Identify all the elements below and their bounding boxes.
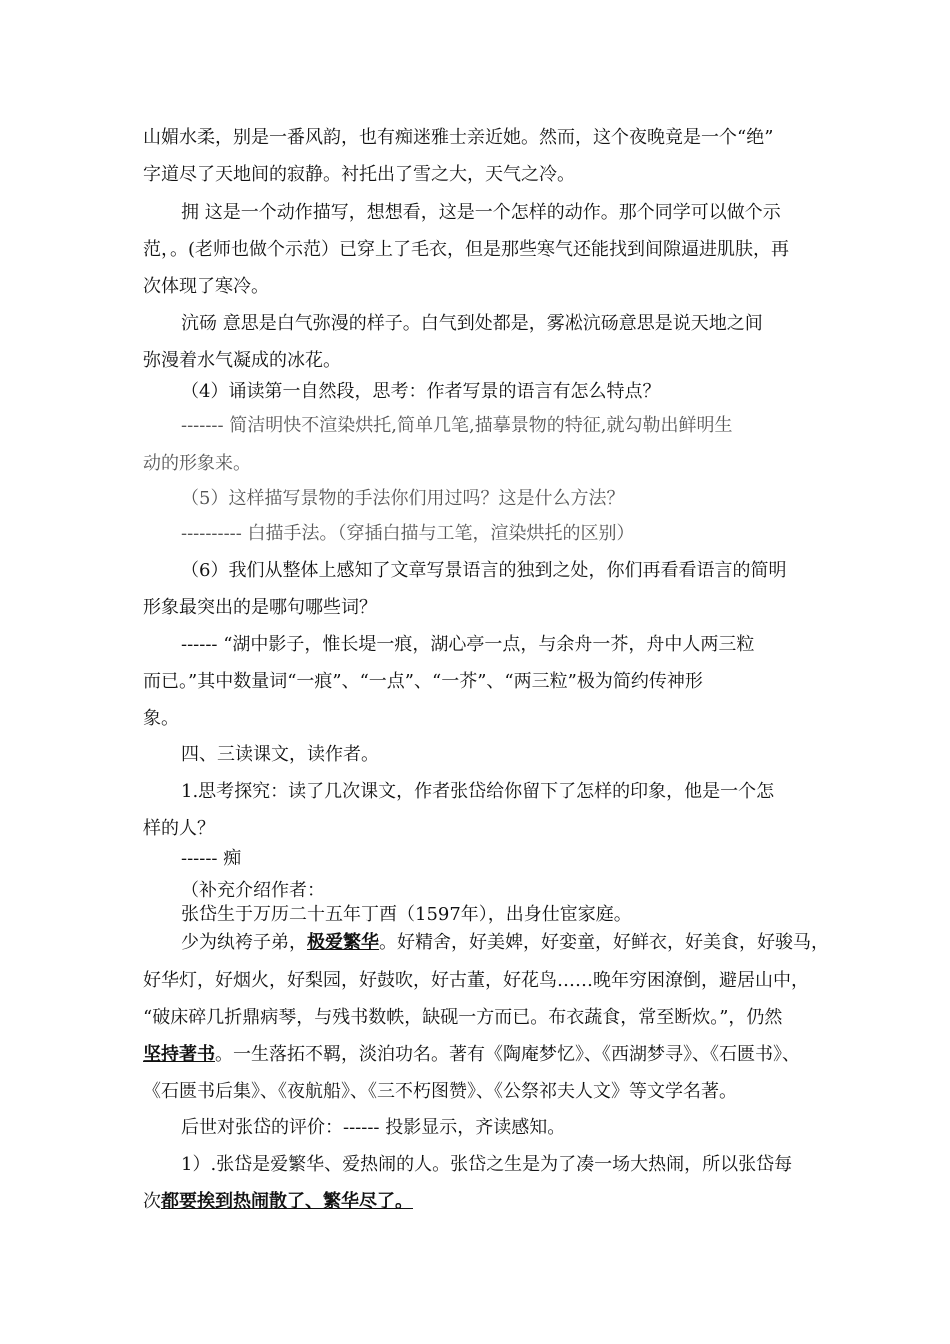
paragraph-line	[143, 1190, 413, 1214]
question-5: （5）这样描写景物的手法你们用过吗？这是什么方法？	[181, 488, 625, 509]
paragraph-line: 1）.张岱是爱繁华、爱热闹的人。张岱之生是为了凑一场大热闹，所以张岱每	[181, 1154, 793, 1175]
paragraph-line: 样的人？	[143, 818, 215, 839]
answer-line: 动的形象来。	[143, 453, 251, 474]
paragraph-line: 象。	[143, 708, 179, 729]
question-4: （4）诵读第一自然段，思考：作者写景的语言有怎么特点？	[181, 381, 661, 402]
paragraph-line: 范，。(老师也做个示范）已穿上了毛衣，但是那些寒气还能找到间隙逼进肌肤，再	[143, 239, 790, 260]
paragraph-line: 山媚水柔，别是一番风韵，也有痴迷雅士亲近她。然而，这个夜晚竟是一个“绝”	[143, 127, 774, 148]
paragraph-line: 次体现了寒冷。	[143, 276, 269, 297]
paragraph-line: 形象最突出的是哪句哪些词？	[143, 597, 377, 618]
paragraph-line: 拥 这是一个动作描写，想想看，这是一个怎样的动作。那个同学可以做个示	[181, 202, 781, 223]
paragraph-line	[181, 931, 829, 955]
paragraph-line: 《石匮书后集》、《夜航船》、《三不朽图赞》、《公祭祁夫人文》等文学名著。	[143, 1081, 737, 1102]
text-run: 次	[143, 1191, 161, 1212]
emphasis-text: 都要挨到热闹散了、繁华尽了。	[161, 1191, 413, 1212]
paragraph-line: 张岱生于万历二十五年丁酉（1597年），出身仕宦家庭。	[181, 904, 632, 925]
answer-line: ---------- 白描手法。（穿插白描与工笔，渲染烘托的区别）	[181, 523, 635, 544]
paragraph-line: 弥漫着水气凝成的冰花。	[143, 350, 341, 371]
text-run: 。好精舍，好美婢，好娈童，好鲜衣，好美食，好骏马，	[379, 932, 829, 953]
author-intro-heading: （补充介绍作者：	[181, 880, 325, 901]
paragraph-line: 字道尽了天地间的寂静。衬托出了雪之大，天气之冷。	[143, 164, 575, 185]
answer-line: ------ “湖中影子，惟长堤一痕，湖心亭一点，与余舟一芥，舟中人两三粒	[181, 634, 755, 655]
section-heading: 四、三读课文，读作者。	[181, 744, 379, 765]
paragraph-line: 好华灯，好烟火，好梨园，好鼓吹，好古董，好花鸟……晚年穷困潦倒，避居山中，	[143, 970, 809, 991]
answer-line: ------- 简洁明快不渲染烘托,简单几笔,描摹景物的特征,就勾勒出鲜明生	[181, 415, 733, 436]
paragraph-line: “破床碎几折鼎病琴，与残书数帙，缺砚一方而已。布衣蔬食，常至断炊。”，仍然	[143, 1007, 783, 1028]
paragraph-line: 1.思考探究：读了几次课文，作者张岱给你留下了怎样的印象，他是一个怎	[181, 781, 775, 802]
paragraph-line: 而已。”其中数量词“一痕”、“一点”、“一芥”、“两三粒”极为简约传神形	[143, 671, 703, 692]
question-6: （6）我们从整体上感知了文章写景语言的独到之处，你们再看看语言的简明	[181, 560, 787, 581]
text-run: 。一生落拓不羁，淡泊功名。著有《陶庵梦忆》、《西湖梦寻》、《石匮书》、	[215, 1044, 800, 1065]
answer-line: ------ 痴	[181, 848, 242, 869]
paragraph-line: 后世对张岱的评价：------ 投影显示，齐读感知。	[181, 1117, 566, 1138]
emphasis-text: 坚持著书	[143, 1044, 215, 1065]
paragraph-line: 沆砀 意思是白气弥漫的样子。白气到处都是，雾凇沆砀意思是说天地之间	[181, 313, 763, 334]
text-run: 少为纨袴子弟，	[181, 932, 307, 953]
paragraph-line	[143, 1043, 800, 1067]
emphasis-text: 极爱繁华	[307, 932, 379, 953]
